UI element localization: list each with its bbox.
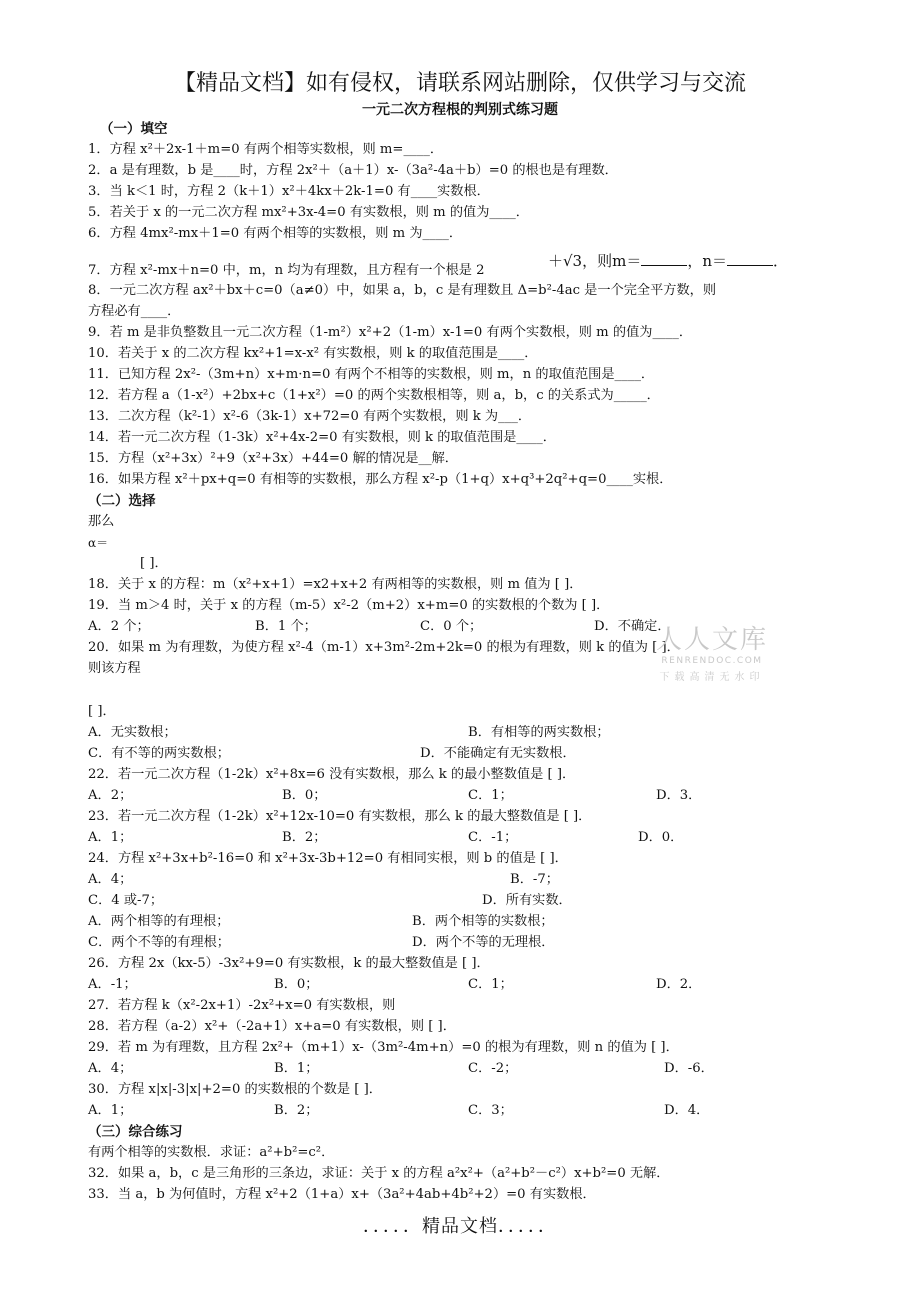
question-line: 20．如果 m 为有理数，为使方程 x²-4（m-1）x+3m²-2m+2k=0 的根为有理数，则 k 的值为 [ ]．: [88, 640, 680, 655]
question-line: 33．当 a，b 为何值时，方程 x²+2（1+a）x+（3a²+4ab+4b²+2）=0 有实数根．: [88, 1187, 596, 1202]
question-line: 16．如果方程 x²＋px+q=0 有相等的实数根，那么方程 x²-p（1+q）x+q³+2q²+q=0____实根．: [88, 472, 673, 487]
question-line: 有两个相等的实数根．求证：a²+b²=c²．: [88, 1145, 335, 1160]
question-line: 11．已知方程 2x²-（3m+n）x+m·n=0 有两个不相等的实数根，则 m，n 的取值范围是____．: [88, 367, 655, 382]
page-title: 一元二次方程根的判别式练习题: [362, 102, 558, 118]
option-a: A．4；: [88, 872, 133, 887]
watermark-tagline: 下载高清无水印: [659, 672, 765, 683]
section-heading-fill: （一）填空: [100, 121, 168, 137]
question-line: 6．方程 4mx²-mx＋1=0 有两个相等的实数根，则 m 为____．: [88, 226, 463, 241]
option-a: A．2；: [88, 788, 133, 803]
option-b: B．-7；: [510, 872, 559, 887]
option-b: B．1；: [274, 1061, 319, 1076]
section-heading-choice: （二）选择: [88, 493, 156, 509]
question-line: 8．一元二次方程 ax²＋bx＋c=0（a≠0）中，如果 a，b，c 是有理数且 Δ=b²-4ac 是一个完全平方数，则: [88, 283, 717, 298]
question-line: 24．方程 x²+3x+b²-16=0 和 x²+3x-3b+12=0 有相同实根，则 b 的值是 [ ]．: [88, 851, 568, 866]
question-line: 2．a 是有理数，b 是____时，方程 2x²＋（a＋1）x-（3a²-4a＋b）=0 的根也是有理数．: [88, 163, 618, 178]
option-c: C．-2；: [468, 1061, 518, 1076]
option-b: B．2；: [274, 1103, 319, 1118]
question-line: 方程必有____．: [88, 304, 181, 319]
question-line: 30．方程 x|x|-3|x|+2=0 的实数根的个数是 [ ]．: [88, 1082, 382, 1097]
option-a: A．无实数根；: [88, 725, 177, 740]
q7-n-label: ，n＝: [687, 252, 727, 270]
question-line: 29．若 m 为有理数，且方程 2x²+（m+1）x-（3m²-4m+n）=0 的根为有理数，则 n 的值为 [ ]．: [88, 1040, 679, 1055]
choice-line: [ ]．: [88, 704, 116, 719]
option-b: B．0；: [282, 788, 327, 803]
option-b: B．1 个；: [255, 619, 317, 634]
watermark-domain: RENRENDOC.COM: [661, 656, 763, 666]
choice-line: 那么: [88, 514, 115, 529]
option-c: C．1；: [468, 788, 513, 803]
option-c: C．1；: [468, 977, 513, 992]
choice-line: α＝: [88, 536, 109, 550]
question-line: 3．当 k＜1 时，方程 2（k＋1）x²＋4kx＋2k-1=0 有____实数根．: [88, 184, 490, 199]
question-line: 9．若 m 是非负整数且一元二次方程（1-m²）x²+2（1-m）x-1=0 有两个实数根，则 m 的值为____．: [88, 325, 693, 340]
question-line: 15．方程（x²+3x）²+9（x²+3x）+44=0 解的情况是__解．: [88, 451, 458, 466]
question-line: 32．如果 a，b，c 是三角形的三条边，求证：关于 x 的方程 a²x²+（a²+b²－c²）x+b²=0 无解．: [88, 1166, 670, 1181]
question-line: 28．若方程（a-2）x²+（-2a+1）x+a=0 有实数根，则 [ ]．: [88, 1019, 456, 1034]
page-footer: ．．．．．精品文档．．．．．: [363, 1216, 557, 1237]
option-a: A．2 个；: [88, 619, 150, 634]
section-heading-comprehensive: （三）综合练习: [88, 1124, 183, 1140]
question-line: 12．若方程 a（1-x²）+2bx+c（1+x²）=0 的两个实数根相等，则 a，b，c 的关系式为_____．: [88, 388, 660, 403]
option-a: A．-1；: [88, 977, 137, 992]
question-line: 10．若关于 x 的二次方程 kx²+1=x-x² 有实数根，则 k 的取值范围是____．: [88, 346, 538, 361]
option-c: C．0 个；: [420, 619, 483, 634]
option-c: C．4 或-7；: [88, 893, 164, 908]
option-a: A．两个相等的有理根；: [88, 914, 230, 929]
option-b: B．两个相等的实数根；: [412, 914, 554, 929]
question-line: 26．方程 2x（kx-5）-3x²+9=0 有实数根，k 的最大整数值是 [ ]．: [88, 956, 490, 971]
option-b: B．0；: [274, 977, 319, 992]
copyright-header: 【精品文档】如有侵权，请联系网站删除，仅供学习与交流: [173, 71, 746, 96]
option-a: A．4；: [88, 1061, 133, 1076]
question-line: 18．关于 x 的方程：m（x²+x+1）=x2+x+2 有两相等的实数根，则 m 值为 [ ]．: [88, 577, 583, 592]
option-d: D．2．: [656, 977, 702, 992]
q7-answer-blanks: [548, 250, 788, 271]
q7-root-tail: ＋√3，则m＝: [548, 252, 642, 270]
question-line: 19．当 m＞4 时，关于 x 的方程（m-5）x²-2（m+2）x+m=0 的实数根的个数为 [ ]．: [88, 598, 610, 613]
option-b: B．有相等的两实数根；: [468, 725, 610, 740]
option-d: D．-6．: [664, 1061, 714, 1076]
question-line: 22．若一元二次方程（1-2k）x²+8x=6 没有实数根，那么 k 的最小整数值是 [ ]．: [88, 767, 576, 782]
option-c: C．3；: [468, 1103, 513, 1118]
question-line: 7．方程 x²-mx＋n=0 中，m，n 均为有理数，且方程有一个根是 2: [88, 263, 485, 278]
option-d: D．两个不等的无理根．: [412, 935, 555, 950]
option-d: D．4．: [664, 1103, 710, 1118]
option-a: A．1；: [88, 830, 133, 845]
watermark-logo: [642, 619, 782, 683]
option-c: C．有不等的两实数根；: [88, 746, 230, 761]
option-a: A．1；: [88, 1103, 133, 1118]
question-line: 5．若关于 x 的一元二次方程 mx²+3x-4=0 有实数根，则 m 的值为____．: [88, 205, 529, 220]
option-d: D．不确定．: [594, 619, 671, 634]
q7-end: ．: [773, 252, 789, 270]
option-d: D．所有实数．: [482, 893, 572, 908]
watermark-main: 人人文库: [655, 625, 768, 655]
option-c: C．-1；: [468, 830, 518, 845]
question-line: 14．若一元二次方程（1-3k）x²+4x-2=0 有实数根，则 k 的取值范围是____．: [88, 430, 556, 445]
option-d: D．0．: [638, 830, 684, 845]
question-line: 27．若方程 k（x²-2x+1）-2x²+x=0 有实数根，则: [88, 998, 396, 1013]
option-b: B．2；: [282, 830, 327, 845]
question-line: 1．方程 x²＋2x-1＋m=0 有两个相等实数根，则 m=____．: [88, 142, 444, 157]
choice-line: [ ]．: [140, 556, 168, 571]
option-c: C．两个不等的有理根；: [88, 935, 230, 950]
question-line: 23．若一元二次方程（1-2k）x²+12x-10=0 有实数根，那么 k 的最大整数值是 [ ]．: [88, 809, 592, 824]
option-d: D．3．: [656, 788, 702, 803]
choice-line: 则该方程: [88, 661, 141, 676]
option-d: D．不能确定有无实数根．: [420, 746, 576, 761]
question-line: 13．二次方程（k²-1）x²-6（3k-1）x+72=0 有两个实数根，则 k 为___．: [88, 409, 532, 424]
